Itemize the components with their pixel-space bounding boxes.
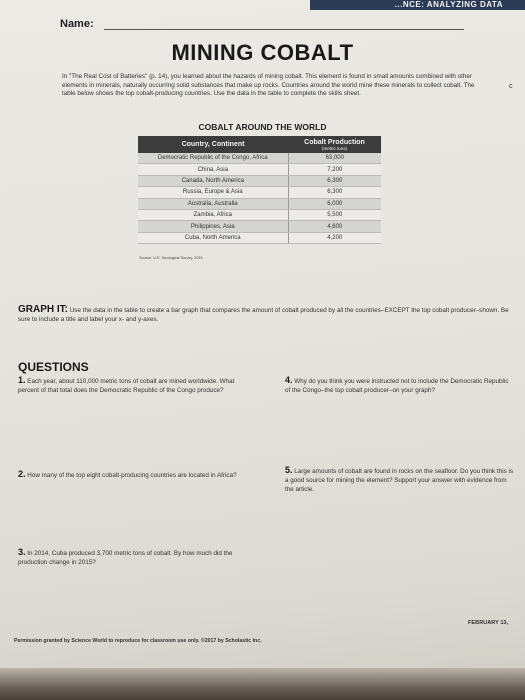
question-number: 4. [285,375,293,385]
graph-it-lead: GRAPH IT: [18,304,68,315]
country-cell: Philippines, Asia [138,221,288,232]
questions-heading: QUESTIONS [18,360,89,374]
question-1 [18,376,256,395]
question-text: Each year, about 110,000 metric tons of cobalt are mined worldwide. What percent of that total does the Democratic Republic of the Congo produce? [18,378,235,394]
production-cell: 63,000 [288,153,381,164]
name-label: Name: [60,18,94,30]
cobalt-production-table [138,136,381,244]
table-row [138,209,381,220]
question-5 [285,466,517,494]
permission-notice: Permission granted by Science World to reproduce for classroom use only. ©2017 by Scholastic Inc. [14,638,262,644]
production-cell: 6,300 [288,187,381,198]
country-cell: Russia, Europe & Asia [138,187,288,198]
production-cell: 6,300 [288,175,381,186]
country-cell: China, Asia [138,164,288,175]
table-surface-shadow [0,668,525,700]
production-cell: 6,000 [288,198,381,209]
country-cell: Democratic Republic of the Congo, Africa [138,153,288,164]
col-header-country: Country, Continent [138,136,288,153]
question-text: How many of the top eight cobalt-producing countries are located in Africa? [27,472,237,479]
country-cell: Australia, Australia [138,198,288,209]
table-row [138,153,381,164]
production-cell: 4,600 [288,221,381,232]
table-row [138,164,381,175]
table-source: Source: U.S. Geological Survey, 2015 [139,256,203,260]
question-3 [18,548,263,567]
table-title: COBALT AROUND THE WORLD [198,122,327,132]
section-banner: ...NCE: ANALYZING DATA [310,0,525,10]
production-cell: 4,200 [288,232,381,243]
question-text: Why do you think you were instructed not to include the Democratic Republic of the Congo–the top cobalt producer–on your graph? [285,378,509,394]
table-row [138,221,381,232]
intro-paragraph: In "The Real Cost of Batteries" (p. 14), you learned about the hazards of mining cobalt. This element is found in small amounts combined with other elements in minerals, naturally occurring solid substances that make up rocks. Countries around the world mine these minerals to collect cobalt. The table below shows the top cobalt-producing countries. Use the data in the table to complete the skills sheet. [62,73,475,98]
question-number: 2. [18,469,26,479]
table-row [138,175,381,186]
issue-date: FEBRUARY 13, [468,620,509,626]
country-cell: Canada, North America [138,175,288,186]
table-row [138,187,381,198]
table-row [138,232,381,243]
question-number: 1. [18,375,26,385]
table-row [138,198,381,209]
question-4 [285,376,513,395]
page-edge-letter: c [509,83,513,90]
graph-it-instructions [18,305,513,324]
question-number: 5. [285,465,293,475]
country-cell: Cuba, North America [138,232,288,243]
production-cell: 5,500 [288,209,381,220]
question-text: Large amounts of cobalt are found in rocks on the seafloor. Do you think this is a good source for mining the element? Support your answer with evidence from the article. [285,468,514,493]
country-cell: Zambia, Africa [138,209,288,220]
page-title: MINING COBALT [171,40,354,65]
question-number: 3. [18,547,26,557]
question-text: In 2014, Cuba produced 3,700 metric tons of cobalt. By how much did the production change in 2015? [18,550,233,566]
col-subheader-units: (metric tons) [321,145,347,151]
question-2 [18,470,263,480]
production-cell: 7,200 [288,164,381,175]
graph-it-text: Use the data in the table to create a bar graph that compares the amount of cobalt produced by all the countries–EXCEPT the top cobalt producer–shown. Be sure to include a title and label your x- and y-axes. [18,307,509,323]
col-header-production: Cobalt Production (metric tons) [288,136,381,153]
name-line [104,29,464,30]
